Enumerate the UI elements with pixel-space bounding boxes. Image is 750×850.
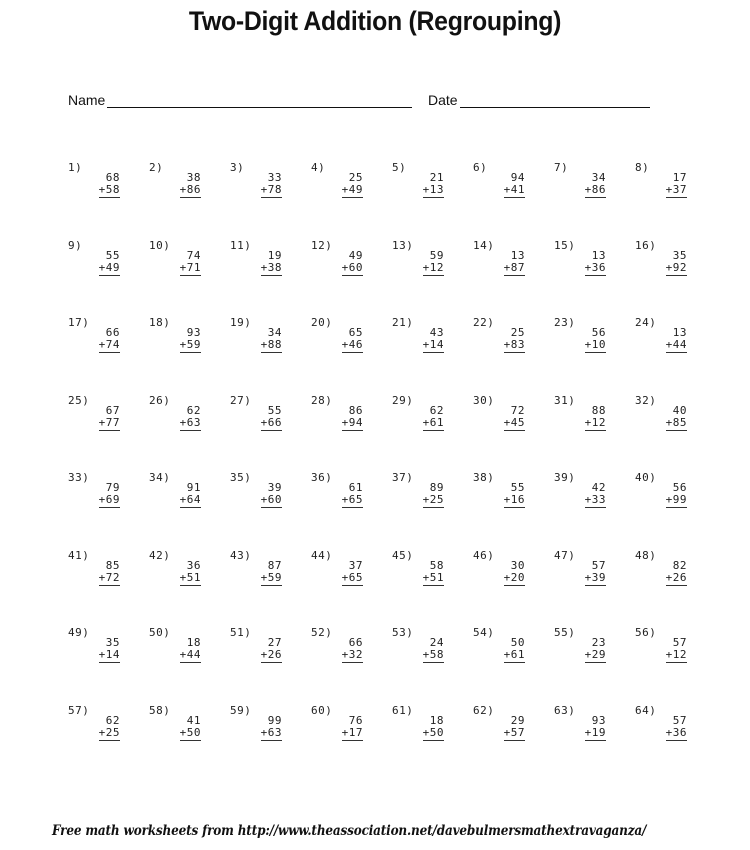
addend-bottom: +78 bbox=[260, 183, 282, 196]
addend-top: 23 bbox=[591, 636, 606, 649]
problem-47 bbox=[554, 549, 634, 609]
addend-top: 42 bbox=[591, 481, 606, 494]
problem-number: 10) bbox=[149, 238, 171, 252]
addend-bottom: +26 bbox=[665, 570, 687, 584]
problem-54 bbox=[473, 626, 553, 686]
addend-bottom: +49 bbox=[98, 260, 120, 274]
problem-1 bbox=[68, 161, 148, 221]
problem-number: 33) bbox=[68, 471, 90, 484]
addend-bottom: +26 bbox=[260, 648, 282, 661]
problem-32 bbox=[635, 394, 715, 454]
problem-35 bbox=[230, 471, 310, 531]
problem-number: 26) bbox=[149, 393, 171, 407]
addend-bottom: +77 bbox=[98, 415, 120, 429]
addend-top: 18 bbox=[429, 713, 444, 727]
problem-18 bbox=[149, 316, 229, 376]
problem-number: 13) bbox=[392, 238, 414, 252]
problem-26 bbox=[149, 394, 229, 454]
addend-bottom: +50 bbox=[422, 725, 444, 739]
addend-top: 34 bbox=[267, 326, 282, 339]
problem-number: 48) bbox=[635, 548, 657, 562]
problem-52 bbox=[311, 626, 391, 686]
addend-top: 13 bbox=[510, 248, 525, 262]
addend-top: 35 bbox=[105, 636, 120, 649]
problem-number: 39) bbox=[554, 471, 576, 484]
addend-bottom: +74 bbox=[98, 338, 120, 351]
addend-top: 25 bbox=[510, 326, 525, 339]
addend-top: 85 bbox=[105, 558, 120, 572]
addend-top: 89 bbox=[429, 481, 444, 494]
addend-bottom: +17 bbox=[341, 725, 363, 739]
addend-top: 13 bbox=[591, 248, 606, 262]
addend-top: 68 bbox=[105, 171, 120, 184]
addend-top: 19 bbox=[267, 248, 282, 262]
problem-59 bbox=[230, 704, 310, 764]
addend-top: 94 bbox=[510, 171, 525, 184]
addend-bottom: +12 bbox=[584, 415, 606, 429]
addend-top: 93 bbox=[186, 326, 201, 339]
addend-top: 25 bbox=[348, 171, 363, 184]
addend-top: 59 bbox=[429, 248, 444, 262]
addend-bottom: +39 bbox=[584, 570, 606, 584]
addend-top: 43 bbox=[429, 326, 444, 339]
problem-25 bbox=[68, 394, 148, 454]
problem-48 bbox=[635, 549, 715, 609]
problem-number: 37) bbox=[392, 471, 414, 484]
addend-top: 55 bbox=[267, 403, 282, 417]
addend-bottom: +58 bbox=[422, 648, 444, 661]
addend-bottom: +60 bbox=[341, 260, 363, 274]
addend-top: 67 bbox=[105, 403, 120, 417]
addend-bottom: +63 bbox=[260, 725, 282, 739]
addend-top: 62 bbox=[105, 713, 120, 727]
problem-number: 29) bbox=[392, 393, 414, 407]
addend-bottom: +99 bbox=[665, 493, 687, 506]
addend-top: 34 bbox=[591, 171, 606, 184]
addend-bottom: +44 bbox=[179, 648, 201, 661]
name-label: Name bbox=[68, 92, 106, 108]
problem-number: 57) bbox=[68, 703, 90, 717]
addend-bottom: +33 bbox=[584, 493, 606, 506]
problem-15 bbox=[554, 239, 634, 299]
problem-number: 23) bbox=[554, 316, 576, 329]
addend-bottom: +92 bbox=[665, 260, 687, 274]
problem-61 bbox=[392, 704, 472, 764]
addend-bottom: +19 bbox=[584, 725, 606, 739]
problem-22 bbox=[473, 316, 553, 376]
problem-56 bbox=[635, 626, 715, 686]
problem-38 bbox=[473, 471, 553, 531]
problem-number: 60) bbox=[311, 703, 333, 717]
problem-8 bbox=[635, 161, 715, 221]
addend-top: 57 bbox=[591, 558, 606, 572]
problem-41 bbox=[68, 549, 148, 609]
problem-45 bbox=[392, 549, 472, 609]
problem-number: 19) bbox=[230, 316, 252, 329]
problem-23 bbox=[554, 316, 634, 376]
problem-28 bbox=[311, 394, 391, 454]
problem-number: 21) bbox=[392, 316, 414, 329]
problem-55 bbox=[554, 626, 634, 686]
addend-top: 66 bbox=[105, 326, 120, 339]
addend-bottom: +13 bbox=[422, 183, 444, 196]
problem-number: 38) bbox=[473, 471, 495, 484]
problem-number: 25) bbox=[68, 393, 90, 407]
problem-36 bbox=[311, 471, 391, 531]
addend-bottom: +65 bbox=[341, 570, 363, 584]
problem-27 bbox=[230, 394, 310, 454]
problem-number: 63) bbox=[554, 703, 576, 717]
addend-top: 39 bbox=[267, 481, 282, 494]
problem-number: 51) bbox=[230, 626, 252, 639]
problem-51 bbox=[230, 626, 310, 686]
addend-top: 27 bbox=[267, 636, 282, 649]
problem-number: 54) bbox=[473, 626, 495, 639]
problem-number: 34) bbox=[149, 471, 171, 484]
problem-50 bbox=[149, 626, 229, 686]
problem-number: 14) bbox=[473, 238, 495, 252]
problem-58 bbox=[149, 704, 229, 764]
problem-53 bbox=[392, 626, 472, 686]
problem-43 bbox=[230, 549, 310, 609]
addend-top: 76 bbox=[348, 713, 363, 727]
addend-bottom: +51 bbox=[422, 570, 444, 584]
addend-top: 82 bbox=[672, 558, 687, 572]
problem-11 bbox=[230, 239, 310, 299]
problem-5 bbox=[392, 161, 472, 221]
addend-bottom: +45 bbox=[503, 415, 525, 429]
problem-number: 22) bbox=[473, 316, 495, 329]
problem-39 bbox=[554, 471, 634, 531]
addend-top: 58 bbox=[429, 558, 444, 572]
addend-top: 87 bbox=[267, 558, 282, 572]
addend-bottom: +20 bbox=[503, 570, 525, 584]
addend-bottom: +61 bbox=[503, 648, 525, 661]
addend-top: 33 bbox=[267, 171, 282, 184]
problem-19 bbox=[230, 316, 310, 376]
problem-number: 3) bbox=[230, 161, 245, 174]
problem-12 bbox=[311, 239, 391, 299]
addend-bottom: +41 bbox=[503, 183, 525, 196]
problem-number: 28) bbox=[311, 393, 333, 407]
addend-bottom: +86 bbox=[584, 183, 606, 196]
problem-number: 30) bbox=[473, 393, 495, 407]
problem-7 bbox=[554, 161, 634, 221]
addend-top: 57 bbox=[672, 713, 687, 727]
problem-number: 53) bbox=[392, 626, 414, 639]
addend-bottom: +16 bbox=[503, 493, 525, 506]
problem-number: 41) bbox=[68, 548, 90, 562]
problem-number: 44) bbox=[311, 548, 333, 562]
problem-number: 31) bbox=[554, 393, 576, 407]
problem-24 bbox=[635, 316, 715, 376]
addend-bottom: +14 bbox=[98, 648, 120, 661]
problem-29 bbox=[392, 394, 472, 454]
addend-bottom: +50 bbox=[179, 725, 201, 739]
problem-4 bbox=[311, 161, 391, 221]
addend-top: 30 bbox=[510, 558, 525, 572]
problem-number: 61) bbox=[392, 703, 414, 717]
addend-bottom: +12 bbox=[665, 648, 687, 661]
addend-top: 35 bbox=[672, 248, 687, 262]
problem-37 bbox=[392, 471, 472, 531]
addend-bottom: +29 bbox=[584, 648, 606, 661]
addend-bottom: +51 bbox=[179, 570, 201, 584]
addend-top: 29 bbox=[510, 713, 525, 727]
problem-number: 40) bbox=[635, 471, 657, 484]
problem-number: 59) bbox=[230, 703, 252, 717]
problem-number: 2) bbox=[149, 161, 164, 174]
addend-bottom: +59 bbox=[260, 570, 282, 584]
problem-9 bbox=[68, 239, 148, 299]
problem-33 bbox=[68, 471, 148, 531]
addend-top: 56 bbox=[672, 481, 687, 494]
addend-top: 99 bbox=[267, 713, 282, 727]
problem-44 bbox=[311, 549, 391, 609]
footer-credit: Free math worksheets from http://www.theassociation.net/davebulmersmathextravaganza/ bbox=[52, 823, 647, 839]
addend-top: 49 bbox=[348, 248, 363, 262]
worksheet-title: Two-Digit Addition (Regrouping) bbox=[188, 6, 562, 36]
problem-21 bbox=[392, 316, 472, 376]
problem-6 bbox=[473, 161, 553, 221]
addend-bottom: +72 bbox=[98, 570, 120, 584]
problem-60 bbox=[311, 704, 391, 764]
problem-10 bbox=[149, 239, 229, 299]
problem-number: 36) bbox=[311, 471, 333, 484]
addend-top: 24 bbox=[429, 636, 444, 649]
addend-bottom: +25 bbox=[422, 493, 444, 506]
addend-bottom: +38 bbox=[260, 260, 282, 274]
problem-46 bbox=[473, 549, 553, 609]
problem-40 bbox=[635, 471, 715, 531]
problem-3 bbox=[230, 161, 310, 221]
addend-top: 18 bbox=[186, 636, 201, 649]
problem-13 bbox=[392, 239, 472, 299]
problem-64 bbox=[635, 704, 715, 764]
addend-bottom: +61 bbox=[422, 415, 444, 429]
addend-bottom: +64 bbox=[179, 493, 201, 506]
problem-57 bbox=[68, 704, 148, 764]
problem-number: 45) bbox=[392, 548, 414, 562]
problem-number: 52) bbox=[311, 626, 333, 639]
addend-bottom: +32 bbox=[341, 648, 363, 661]
problem-number: 64) bbox=[635, 703, 657, 717]
problem-number: 42) bbox=[149, 548, 171, 562]
addend-bottom: +85 bbox=[665, 415, 687, 429]
problem-number: 7) bbox=[554, 161, 569, 174]
problem-number: 27) bbox=[230, 393, 252, 407]
problem-number: 20) bbox=[311, 316, 333, 329]
addend-bottom: +46 bbox=[341, 338, 363, 351]
addend-bottom: +36 bbox=[584, 260, 606, 274]
problem-number: 50) bbox=[149, 626, 171, 639]
problem-number: 58) bbox=[149, 703, 171, 717]
addend-bottom: +36 bbox=[665, 725, 687, 739]
problem-number: 8) bbox=[635, 161, 650, 174]
problem-2 bbox=[149, 161, 229, 221]
problem-number: 56) bbox=[635, 626, 657, 639]
addend-top: 66 bbox=[348, 636, 363, 649]
addend-bottom: +10 bbox=[584, 338, 606, 351]
addend-top: 55 bbox=[105, 248, 120, 262]
addend-bottom: +63 bbox=[179, 415, 201, 429]
addend-bottom: +57 bbox=[503, 725, 525, 739]
addend-top: 65 bbox=[348, 326, 363, 339]
addend-top: 21 bbox=[429, 171, 444, 184]
addend-top: 55 bbox=[510, 481, 525, 494]
addend-top: 74 bbox=[186, 248, 201, 262]
addend-top: 88 bbox=[591, 403, 606, 417]
problem-number: 4) bbox=[311, 161, 326, 174]
addend-top: 56 bbox=[591, 326, 606, 339]
addend-bottom: +94 bbox=[341, 415, 363, 429]
addend-bottom: +49 bbox=[341, 183, 363, 196]
problem-number: 49) bbox=[68, 626, 90, 639]
problem-42 bbox=[149, 549, 229, 609]
problem-number: 11) bbox=[230, 238, 252, 252]
problem-62 bbox=[473, 704, 553, 764]
addend-bottom: +44 bbox=[665, 338, 687, 351]
addend-bottom: +58 bbox=[98, 183, 120, 196]
addend-top: 72 bbox=[510, 403, 525, 417]
addend-top: 93 bbox=[591, 713, 606, 727]
addend-top: 40 bbox=[672, 403, 687, 417]
addend-bottom: +37 bbox=[665, 183, 687, 196]
addend-top: 36 bbox=[186, 558, 201, 572]
problem-16 bbox=[635, 239, 715, 299]
problem-number: 15) bbox=[554, 238, 576, 252]
addend-bottom: +66 bbox=[260, 415, 282, 429]
problem-20 bbox=[311, 316, 391, 376]
addend-top: 57 bbox=[672, 636, 687, 649]
addend-top: 41 bbox=[186, 713, 201, 727]
addend-bottom: +88 bbox=[260, 338, 282, 351]
addend-top: 37 bbox=[348, 558, 363, 572]
problem-31 bbox=[554, 394, 634, 454]
problem-number: 18) bbox=[149, 316, 171, 329]
problem-number: 5) bbox=[392, 161, 407, 174]
problem-number: 6) bbox=[473, 161, 488, 174]
problem-number: 16) bbox=[635, 238, 657, 252]
problem-number: 35) bbox=[230, 471, 252, 484]
addend-bottom: +71 bbox=[179, 260, 201, 274]
problem-63 bbox=[554, 704, 634, 764]
problem-number: 12) bbox=[311, 238, 333, 252]
problem-number: 9) bbox=[68, 238, 83, 252]
addend-bottom: +83 bbox=[503, 338, 525, 351]
problem-number: 55) bbox=[554, 626, 576, 639]
addend-bottom: +59 bbox=[179, 338, 201, 351]
addend-bottom: +87 bbox=[503, 260, 525, 274]
problem-number: 24) bbox=[635, 316, 657, 329]
addend-top: 91 bbox=[186, 481, 201, 494]
addend-top: 17 bbox=[672, 171, 687, 184]
addend-top: 50 bbox=[510, 636, 525, 649]
problem-number: 62) bbox=[473, 703, 495, 717]
problem-49 bbox=[68, 626, 148, 686]
problem-number: 47) bbox=[554, 548, 576, 562]
addend-top: 13 bbox=[672, 326, 687, 339]
addend-top: 86 bbox=[348, 403, 363, 417]
addend-top: 61 bbox=[348, 481, 363, 494]
addend-bottom: +14 bbox=[422, 338, 444, 351]
problem-34 bbox=[149, 471, 229, 531]
problem-number: 32) bbox=[635, 393, 657, 407]
problem-17 bbox=[68, 316, 148, 376]
problem-number: 1) bbox=[68, 161, 83, 174]
problem-number: 43) bbox=[230, 548, 252, 562]
addend-bottom: +60 bbox=[260, 493, 282, 506]
problem-number: 17) bbox=[68, 316, 90, 329]
addend-bottom: +65 bbox=[341, 493, 363, 506]
addend-top: 38 bbox=[186, 171, 201, 184]
problem-number: 46) bbox=[473, 548, 495, 562]
addend-bottom: +86 bbox=[179, 183, 201, 196]
date-label: Date bbox=[428, 92, 458, 108]
problem-14 bbox=[473, 239, 553, 299]
addend-bottom: +69 bbox=[98, 493, 120, 506]
addend-top: 79 bbox=[105, 481, 120, 494]
addend-bottom: +25 bbox=[98, 725, 120, 739]
addend-top: 62 bbox=[186, 403, 201, 417]
addend-top: 62 bbox=[429, 403, 444, 417]
addend-bottom: +12 bbox=[422, 260, 444, 274]
problem-30 bbox=[473, 394, 553, 454]
